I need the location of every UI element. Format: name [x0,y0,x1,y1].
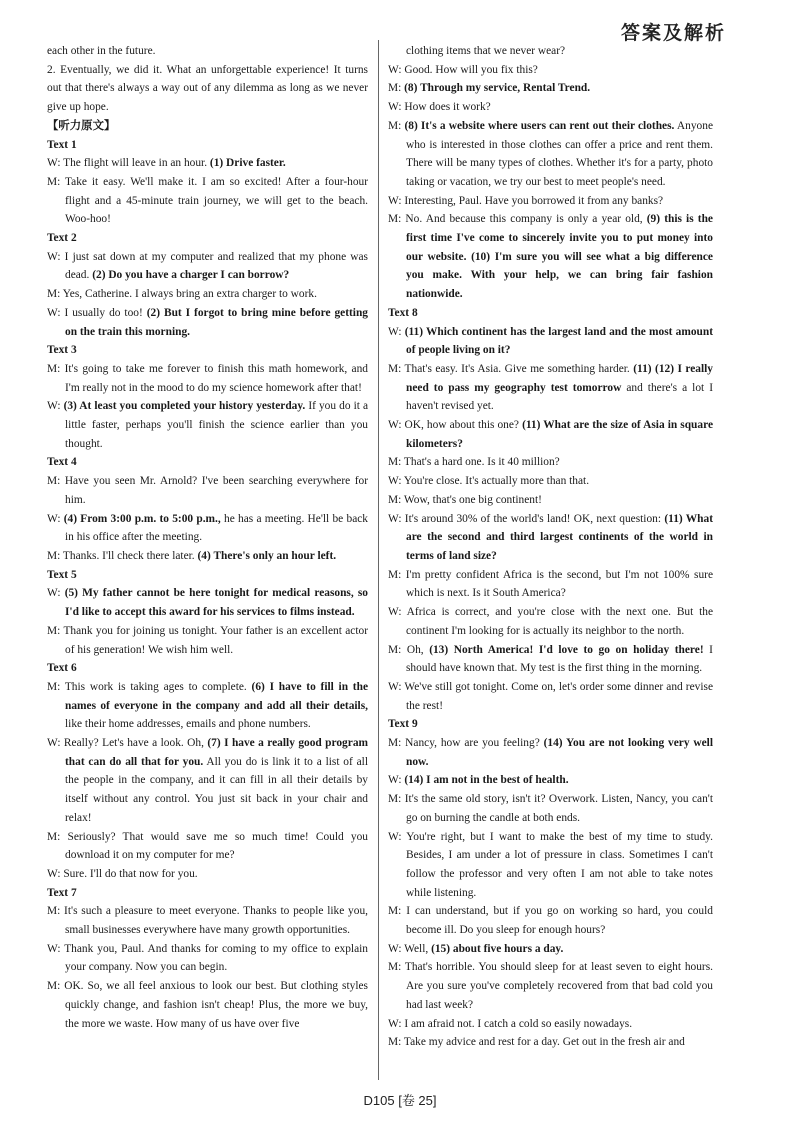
text-1-title: Text 1 [47,138,77,151]
text-6-title: Text 6 [47,662,77,675]
dialogue-line: M: Seriously? That would save me so much time! Could you download it on my computer for me? [47,830,368,862]
dialogue-line: M: (8) Through my service, Rental Trend. [388,82,591,95]
dialogue-line: M: Wow, that's one big continent! [388,493,542,506]
dialogue-line: M: Have you seen Mr. Arnold? I've been searching everywhere for him. [47,475,368,506]
text-3-title: Text 3 [47,344,77,357]
dialogue-line: M: Nancy, how are you feeling? (14) You are not looking very well now. [388,737,713,768]
text-9-title: Text 9 [388,718,418,731]
dialogue-line: W: I am afraid not. I catch a cold so easily nowadays. [388,1017,633,1030]
dialogue-line: W: Well, (15) about five hours a day. [388,942,564,955]
dialogue-line: W: (11) Which continent has the largest land and the most amount of people living on it? [388,325,713,357]
text-2-title: Text 2 [47,232,77,245]
continued-text: clothing items that we never wear? [406,45,566,57]
dialogue-line: W: You're right, but I want to make the best of my time to study. Besides, I am under a lot of pressure in class. Sometimes I can't follow the professor and very often I am not able to take notes while listening. [388,830,713,899]
text-8-title: Text 8 [388,306,418,319]
dialogue-line: M: Take my advice and rest for a day. Get out in the fresh air and [388,1036,685,1049]
dialogue-line: M: It's such a pleasure to meet everyone. Thanks to people like you, small businesses everywhere have many growth opportunities. [47,905,368,937]
left-column [47,42,368,1033]
dialogue-line: M: Oh, (13) North America! I'd love to go on holiday there! I should have known that. My test is the first thing in the morning. [388,643,713,675]
dialogue-line: M: I'm pretty confident Africa is the second, but I'm not 100% sure which is next. Is it South America? [388,568,713,600]
dialogue-line: W: The flight will leave in an hour. (1) Drive faster. [47,157,286,170]
text-7-title: Text 7 [47,886,77,899]
dialogue-line: W: Really? Let's have a look. Oh, (7) I have a really good program that can do all that for you. All you do is link it to a list of all the people in the company, and it can fill in all their details by itself without any control. You just sit back in your chair and relax! [47,737,369,824]
dialogue-line: W: (14) I am not in the best of health. [388,774,569,787]
dialogue-line: W: It's around 30% of the world's land! OK, next question: (11) What are the second and third largest continents of the world in terms of land size? [388,512,713,562]
dialogue-line: W: (3) At least you completed your history yesterday. If you do it a little faster, perhaps you'll finish the science earlier than you thought. [47,400,369,450]
page-footer [0,1090,800,1109]
dialogue-line: W: Sure. I'll do that now for you. [47,867,198,880]
dialogue-line: M: That's horrible. You should sleep for at least seven to eight hours. Are you sure you've completely recovered from that bad cold you had last week? [388,961,713,1011]
dialogue-line: M: That's easy. It's Asia. Give me something harder. (11) (12) I really need to pass my geography test tomorrow and there's a lot I haven't revised yet. [388,362,713,413]
dialogue-line: M: Thanks. I'll check there later. (4) There's only an hour left. [47,549,337,562]
text-5-title: Text 5 [47,568,77,581]
dialogue-line: M: I can understand, but if you go on working so hard, you could become ill. Do you sleep for enough hours? [388,905,713,937]
dialogue-line: W: OK, how about this one? (11) What are the size of Asia in square kilometers? [388,419,713,450]
answer-paragraph-2: 2. Eventually, we did it. What an unforgettable experience! It turns out that there's always a way out of any dilemma as long as we never give up hope. [47,63,368,114]
dialogue-line: M: (8) It's a website where users can rent out their clothes. Anyone who is interested in those clothes can offer a price and rent them. There will be many types of clothes. Whether it's for a party, photo taking or vacation, we try our best to meet people's need. [388,119,713,188]
dialogue-line: W: You're close. It's actually more than that. [388,475,590,488]
text-4-title: Text 4 [47,456,77,469]
dialogue-line: W: (5) My father cannot be here tonight for medical reasons, so I'd like to accept this award for his services to films instead. [47,587,369,619]
dialogue-line: M: Take it easy. We'll make it. I am so excited! After a four-hour flight and a 45-minute train journey, we will get to the beach. Woo-hoo! [47,175,368,226]
listening-script-heading: 【听力原文】 [47,119,116,132]
dialogue-line: W: We've still got tonight. Come on, let's order some dinner and revise the rest! [388,680,713,712]
dialogue-line: M: This work is taking ages to complete. (6) I have to fill in the names of everyone in the company and add all their details, like their home addresses, emails and phone numbers. [47,680,368,731]
dialogue-line: W: Thank you, Paul. And thanks for coming to my office to explain your company. Now you can begin. [47,942,368,974]
dialogue-line: M: OK. So, we all feel anxious to look our best. But clothing styles quickly change, and fashion isn't cheap! Plus, the more we buy, the more we waste. How many of us have over five [47,980,368,1030]
dialogue-line: W: I usually do too! (2) But I forgot to bring mine before getting on the train this morning. [47,306,369,338]
dialogue-line: W: Africa is correct, and you're close with the next one. But the continent I'm looking for is actually its neighbor to the north. [388,606,713,637]
dialogue-line: M: That's a hard one. Is it 40 million? [388,456,560,469]
dialogue-line: W: (4) From 3:00 p.m. to 5:00 p.m., he has a meeting. He'll be back in his office after the meeting. [47,512,368,544]
dialogue-line: W: Good. How will you fix this? [388,63,538,76]
dialogue-line: W: Interesting, Paul. Have you borrowed it from any banks? [388,194,664,207]
dialogue-line: M: Thank you for joining us tonight. Your father is an excellent actor of his generation! We wish him well. [47,624,368,656]
page-number: D105 [363,1093,395,1108]
dialogue-line: W: I just sat down at my computer and realized that my phone was dead. (2) Do you have a charger I can borrow? [47,250,368,282]
volume-label: [卷 25] [398,1093,437,1108]
dialogue-line: M: It's the same old story, isn't it? Overwork. Listen, Nancy, you can't go on burning the candle at both ends. [388,793,713,824]
column-divider [378,40,379,1080]
dialogue-line: W: How does it work? [388,101,491,114]
continued-text: each other in the future. [47,45,156,57]
dialogue-line: M: Yes, Catherine. I always bring an extra charger to work. [47,288,317,301]
right-column [388,42,713,1052]
page-header-title: 答案及解析 [620,22,726,44]
dialogue-line: M: It's going to take me forever to finish this math homework, and I'm really not in the mood to do my science homework after that! [47,362,368,394]
dialogue-line: M: No. And because this company is only a year old, (9) this is the first time I've come to sincerely invite you to put money into our website. (10) I'm sure you will see what a big difference you make. With your help, we can bring fair fashion nationwide. [388,213,713,301]
